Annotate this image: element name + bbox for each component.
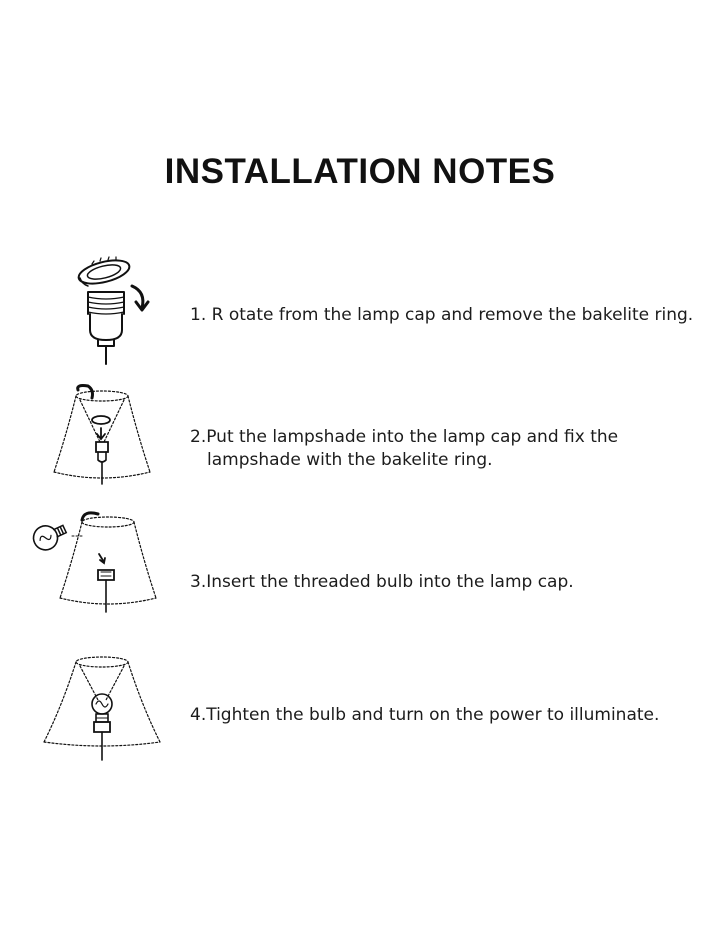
illuminated-lamp-icon xyxy=(40,648,170,763)
step-4 xyxy=(0,648,720,768)
step-2-line-2: lampshade with the bakelite ring. xyxy=(207,450,493,470)
step-1 xyxy=(0,250,720,370)
step-3 xyxy=(0,508,720,618)
lamp-cap-ring-removal-icon xyxy=(70,250,160,365)
step-1-line-1: 1. R otate from the lamp cap and remove the bakelite ring. xyxy=(190,305,694,325)
lampshade-fix-ring-icon xyxy=(44,382,164,487)
step-3-line-1: 3.Insert the threaded bulb into the lamp cap. xyxy=(190,572,574,592)
step-3-text xyxy=(190,571,695,594)
step-2-text xyxy=(190,426,695,472)
step-4-text xyxy=(190,704,695,727)
step-4-line-1: 4.Tighten the bulb and turn on the power to illuminate. xyxy=(190,705,660,725)
page-title: INSTALLATION NOTES xyxy=(164,152,556,191)
step-1-text xyxy=(190,304,695,327)
insert-bulb-icon xyxy=(28,508,168,616)
step-2 xyxy=(0,382,720,492)
step-2-line-1: 2.Put the lampshade into the lamp cap and fix the xyxy=(190,427,619,447)
